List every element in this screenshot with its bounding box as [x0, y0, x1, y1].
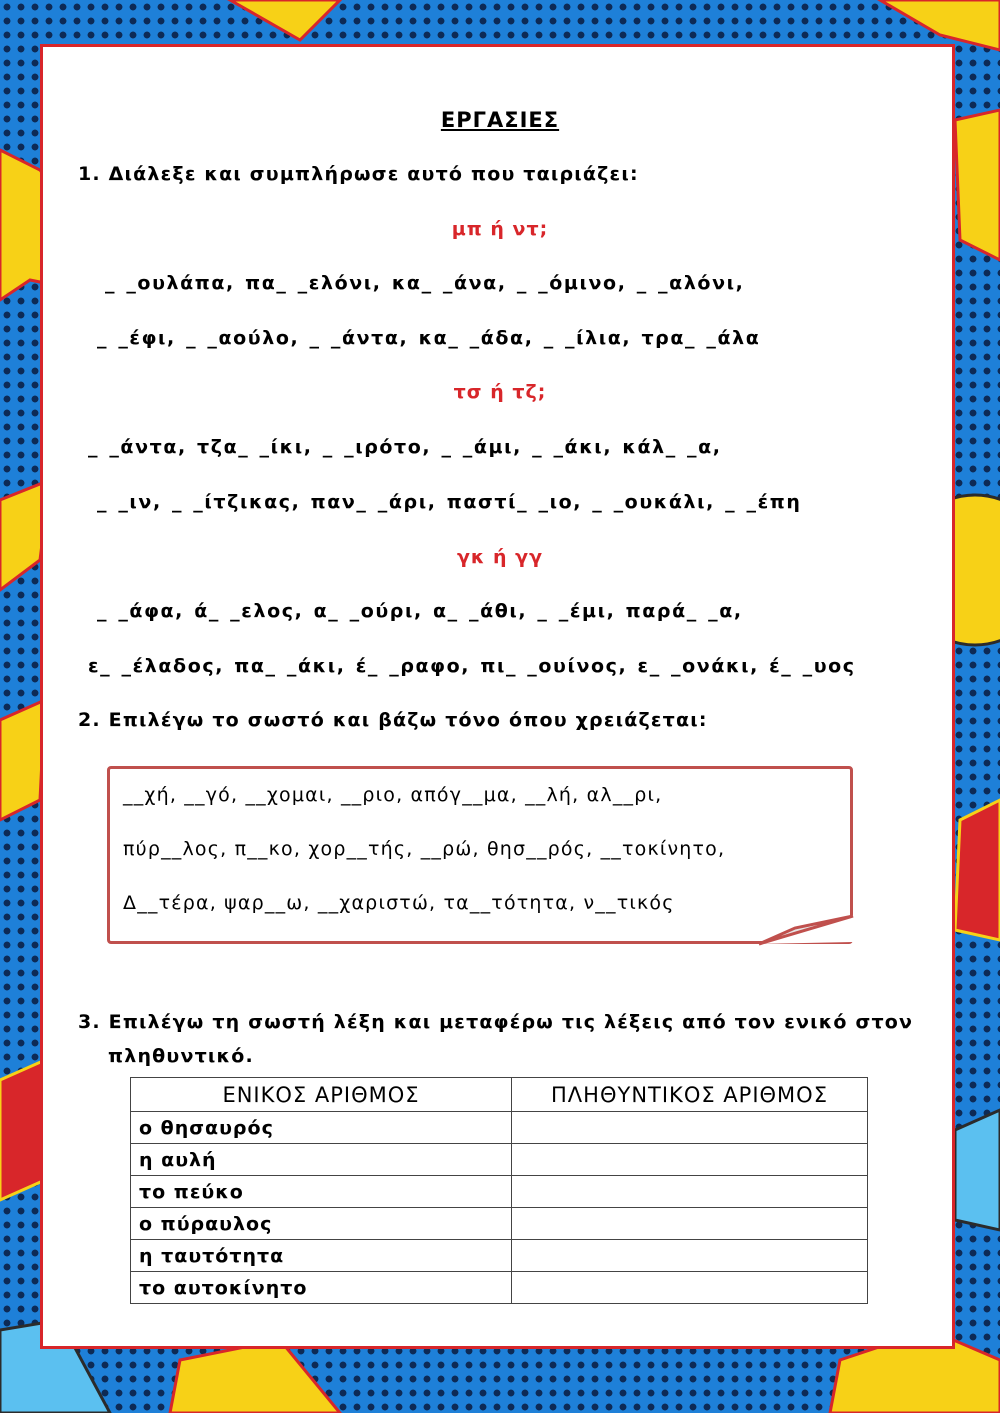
- plural-answer-cell[interactable]: [512, 1176, 868, 1208]
- page-title: ΕΡΓΑΣΙΕΣ: [440, 108, 560, 132]
- plural-answer-cell[interactable]: [512, 1272, 868, 1304]
- column-header-plural: ΠΛΗΘΥΝΤΙΚΟΣ ΑΡΙΘΜΟΣ: [512, 1078, 868, 1112]
- question-3-prompt-continued: πληθυντικό.: [108, 1045, 254, 1067]
- exercise-row: _ _ουλάπα, πα_ _ελόνι, κα_ _άνα, _ _όμινο, _ _αλόνι,: [105, 272, 745, 294]
- hint-gk-gg: γκ ή γγ: [456, 546, 544, 568]
- table-row: [131, 1176, 868, 1208]
- singular-word: το πεύκο: [131, 1176, 512, 1208]
- question-2-prompt: 2. Επιλέγω το σωστό και βάζω τόνο όπου χρειάζεται:: [78, 709, 708, 731]
- table-row: [131, 1240, 868, 1272]
- exercise-row: ε_ _έλαδος, πα_ _άκι, έ_ _ραφο, πι_ _ουίνος, ε_ _ονάκι, έ_ _υος: [88, 655, 856, 677]
- hint-mp-nt: μπ ή ντ;: [451, 218, 549, 240]
- plural-answer-cell[interactable]: [512, 1144, 868, 1176]
- table-row: [131, 1144, 868, 1176]
- column-header-singular: ΕΝΙΚΟΣ ΑΡΙΘΜΟΣ: [131, 1078, 512, 1112]
- singular-word: η αυλή: [131, 1144, 512, 1176]
- singular-word: η ταυτότητα: [131, 1240, 512, 1272]
- question-1-prompt: 1. Διάλεξε και συμπλήρωσε αυτό που ταιριάζει:: [78, 163, 639, 185]
- plural-answer-cell[interactable]: [512, 1208, 868, 1240]
- exercise-row: _ _άφα, ά_ _ελος, α_ _ούρι, α_ _άθι, _ _έμι, παρά_ _α,: [97, 600, 743, 622]
- singular-plural-table: [130, 1077, 868, 1304]
- singular-word: το αυτοκίνητο: [131, 1272, 512, 1304]
- singular-word: ο πύραυλος: [131, 1208, 512, 1240]
- exercise-row: _ _ιν, _ _ίτζικας, παν_ _άρι, παστί_ _ιο, _ _ουκάλι, _ _έπη: [97, 491, 802, 513]
- plural-answer-cell[interactable]: [512, 1240, 868, 1272]
- exercise-row: Δ__τέρα, ψαρ__ω, __χαριστώ, τα__τότητα, ν__τικός: [123, 892, 675, 914]
- table-row: [131, 1208, 868, 1240]
- exercise-row: _ _άντα, τζα_ _ίκι, _ _ιρότο, _ _άμι, _ _άκι, κάλ_ _α,: [88, 436, 722, 458]
- singular-word: ο θησαυρός: [131, 1112, 512, 1144]
- question-3-prompt: 3. Επιλέγω τη σωστή λέξη και μεταφέρω τις λέξεις από τον ενικό στον: [78, 1011, 914, 1033]
- exercise-row: __χή, __γό, __χομαι, __ριο, απόγ__μα, __λή, αλ__ρι,: [123, 784, 663, 806]
- page-curl-corner: [755, 910, 855, 950]
- exercise-row: _ _έφι, _ _αούλο, _ _άντα, κα_ _άδα, _ _ίλια, τρα_ _άλα: [97, 327, 761, 349]
- plural-answer-cell[interactable]: [512, 1112, 868, 1144]
- hint-ts-tz: τσ ή τζ;: [453, 381, 547, 403]
- table-row: [131, 1112, 868, 1144]
- table-row: [131, 1272, 868, 1304]
- exercise-row: πύρ__λος, π__κο, χορ__τής, __ρώ, θησ__ρός, __τοκίνητο,: [123, 838, 726, 860]
